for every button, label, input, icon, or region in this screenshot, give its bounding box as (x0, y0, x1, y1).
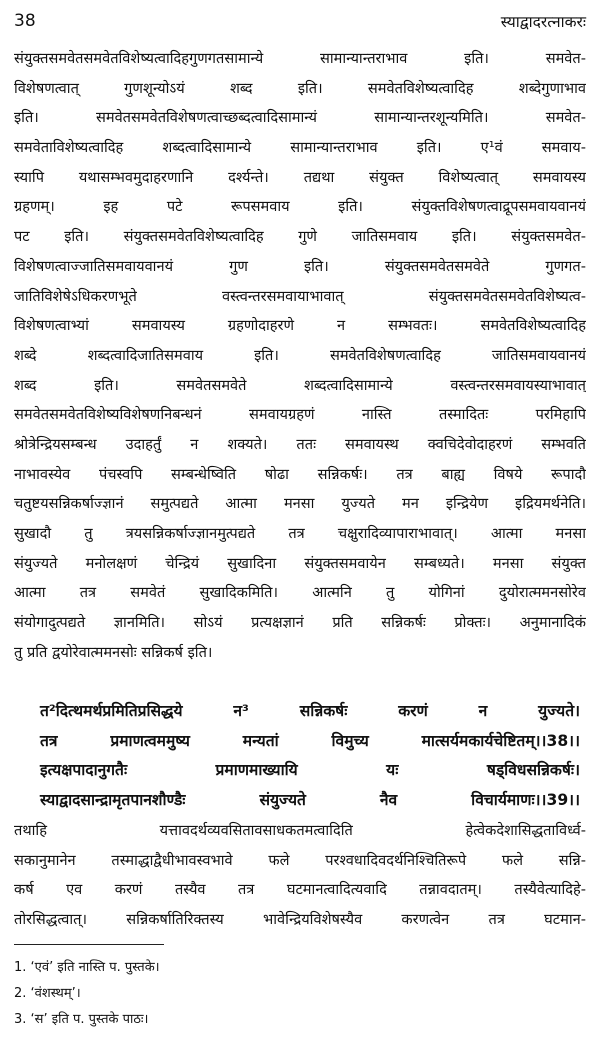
prose-block-top (14, 44, 586, 667)
text-line: विशेषणत्वात् गुणशून्योऽयं शब्द इति। समवेतविशेष्यत्वादिह शब्देगुणाभाव (14, 79, 586, 97)
text-line: जातिविशेषेऽधिकरणभूते वस्त्वन्तरसमवायाभावात् संयुक्तसमवेतसमवेतविशेष्यत्व- (14, 287, 586, 305)
text-line: विशेषणत्वाज्जातिसमवायवानयं गुण इति। संयुक्तसमवेतसमवेते गुणगत- (14, 257, 586, 275)
verse-line: तत्र प्रमाणत्वममुष्य मन्यतां विमुच्य मात्सर्यमकार्यचेष्टितम्।।38।। (40, 731, 580, 750)
page-header (14, 8, 586, 34)
verse-block (40, 697, 580, 815)
text-line: संयुज्यते मनोलक्षणं चेन्द्रियं सुखादिना संयुक्तसमवायेन सम्बध्यते। मनसा संयुक्त (14, 554, 586, 572)
text-line: पट इति। संयुक्तसमवेतविशेष्यत्वादिह गुणे जातिसमवाय इति। संयुक्तसमवेत- (14, 228, 586, 246)
footnote-divider (14, 944, 164, 945)
text-line: शब्दे शब्दत्वादिजातिसमवाय इति। समवेतविशेषणत्वादिह जातिसमवायवानयं (14, 346, 586, 364)
text-line: सकानुमानेन तस्माद्धाद्वैधीभावस्वभावे फले परश्वधादिवदर्थनिश्चितिरूपे फले सन्नि- (14, 851, 586, 869)
verse-line: स्याद्वादसान्द्रामृतपानशौण्डैः संयुज्यते नैव विचार्यमाणः।।39।। (40, 790, 580, 809)
text-line: विशेषणत्वाभ्यां समवायस्य ग्रहणोदाहरणे न सम्भवतः। समवेतविशेष्यत्वादिह (14, 317, 586, 335)
footnote: 1. ‘एवं’ इति नास्ति प. पुस्तके। (14, 960, 160, 975)
text-line: स्यापि यथासम्भवमुदाहरणानि दर्श्यन्ते। तद्यथा संयुक्त विशेष्यत्वात् समवायस्य (14, 168, 586, 186)
text-line: आत्मा तत्र समवेतं सुखादिकमिति। आत्मनि तु योगिनां दुयोरात्ममनसोरेव (14, 584, 586, 602)
running-title: स्याद्वादरत्नाकरः (500, 13, 586, 31)
text-line: इति। समवेतसमवेतविशेषणत्वाच्छब्दत्वादिसामान्यं सामान्यान्तरशून्यमिति। समवेत- (14, 109, 586, 127)
footnotes (14, 955, 574, 1033)
text-line: तु प्रति द्वयोरेवात्ममनसोः सन्निकर्ष इति। (14, 643, 213, 661)
verse-line: इत्यक्षपादानुगतैः प्रमाणमाख्यायि यः षड्विधसन्निकर्षः। (40, 761, 580, 779)
text-line: नाभावस्येव पंचस्वपि सम्बन्धेष्विति षोढा सन्निकर्षः। तत्र बाह्य विषये रूपादौ (14, 465, 586, 483)
text-line: समवेताविशेष्यत्वादिह शब्दत्वादिसामान्ये सामान्यान्तराभाव इति। ए¹वं समवाय- (14, 139, 586, 157)
text-line: सुखादौ तु त्रयसन्निकर्षाज्ज्ञानमुत्पद्यते तत्र चक्षुरादिव्यापाराभावात्। आत्मा मनसा (14, 525, 586, 542)
text-line: शब्द इति। समवेतसमवेते शब्दत्वादिसामान्ये वस्त्वन्तरसमवायस्याभावात् (14, 376, 586, 394)
footnote: 3. ‘स’ इति प. पुस्तके पाठः। (14, 1012, 149, 1027)
text-line: कर्ष एव करणं तस्यैव तत्र घटमानत्वादित्यवादि तन्नावदातम्। तस्यैवेत्यादिहे- (14, 881, 586, 899)
text-line: चतुष्टयसन्निकर्षाज्ज्ञानं समुत्पद्यते आत्मा मनसा युज्यते मन इन्द्रियेण इद्रियमर्थनेति। (14, 495, 586, 513)
prose-block-bottom (14, 816, 586, 935)
verse-line: त²दित्थमर्थप्रमितिप्रसिद्धये न³ सन्निकर्षः करणं न युज्यते। (40, 702, 580, 720)
text-line: संयोगादुत्पद्यते ज्ञानमिति। सोऽयं प्रत्यक्षज्ञानं प्रति सन्निकर्षः प्रोक्तः। अनुमानादिकं (14, 614, 586, 632)
text-line: समवेतसमवेतविशेष्यविशेषणनिबन्धनं समवायग्रहणं नास्ति तस्मादितः परमिहापि (14, 406, 586, 424)
text-line: तोरसिद्धत्वात्। सन्निकर्षातिरिक्तस्य भावेन्द्रियविशेषस्यैव करणत्वेन तत्र घटमान- (14, 911, 586, 929)
text-line: श्रोत्रेन्द्रियसम्बन्ध उदाहर्तुं न शक्यते। ततः समवायस्थ क्वचिदेवोदाहरणं सम्भवति (14, 435, 586, 453)
page-number: 38 (14, 11, 36, 31)
footnote: 2. ‘वंशस्थम्’। (14, 986, 81, 1001)
text-line: संयुक्तसमवेतसमवेतविशेष्यत्वादिहगुणगतसामान्ये सामान्यान्तराभाव इति। समवेत- (14, 50, 586, 67)
text-line: ग्रहणम्। इह पटे रूपसमवाय इति। संयुक्तविशेषणत्वाद्रूपसमवायवानयं (14, 198, 586, 216)
text-line: तथाहि यत्तावदर्थव्यवसितावसाधकतमत्वादिति हेत्वेकदेशासिद्धताविर्ध्व- (14, 822, 586, 839)
